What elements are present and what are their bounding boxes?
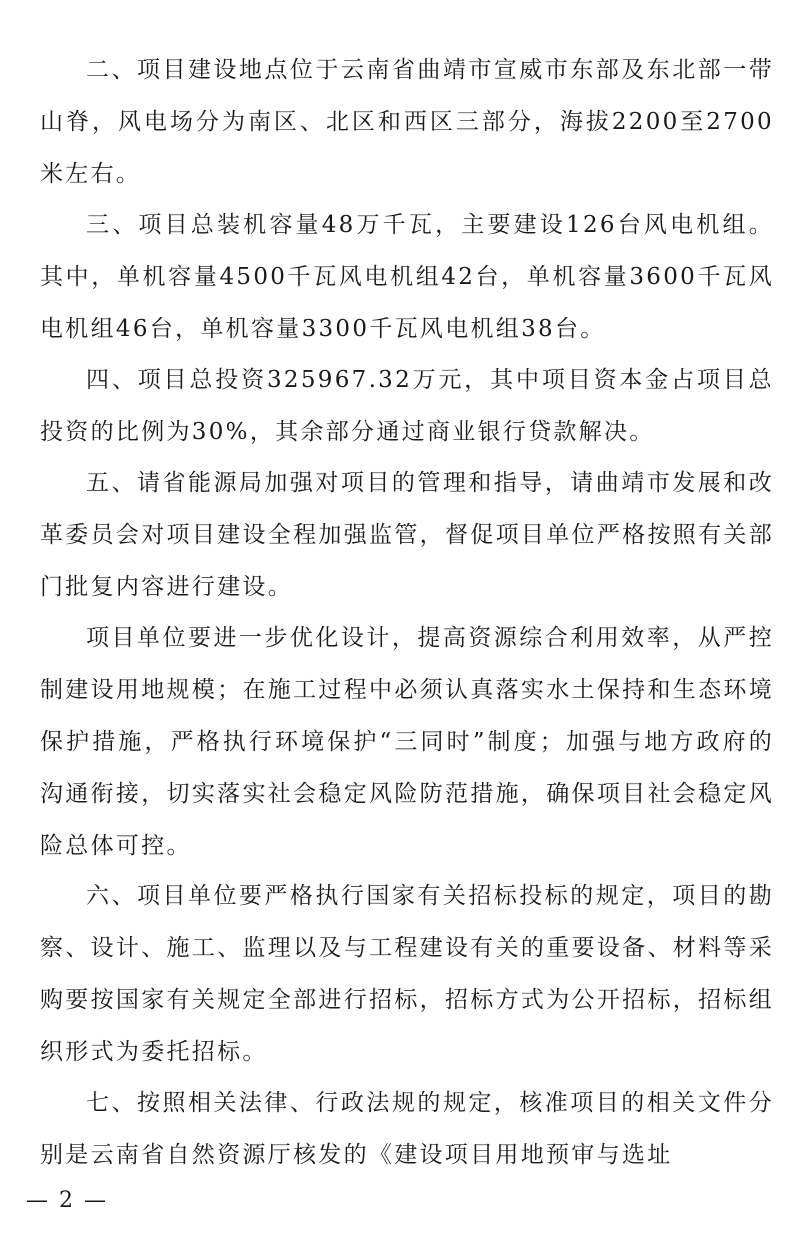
paragraph-design-optimization: 项目单位要进一步优化设计，提高资源综合利用效率，从严控制建设用地规模；在施工过程中必须认真落实水土保持和生态环境保护措施，严格执行环境保护“三同时”制度；加强与地方政府的沟通衔接，切实落实社会稳定风险防范措施，确保项目社会稳定风险总体可控。 xyxy=(40,625,774,859)
paragraph-project-location: 二、项目建设地点位于云南省曲靖市宣威市东部及东北部一带山脊，风电场分为南区、北区和西区三部分，海拔2200至2700米左右。 xyxy=(40,57,774,187)
paragraph-supervision: 五、请省能源局加强对项目的管理和指导，请曲靖市发展和改革委员会对项目建设全程加强监管，督促项目单位严格按照有关部门批复内容进行建设。 xyxy=(40,470,774,600)
page-number: — 2 — xyxy=(26,1188,108,1213)
paragraph-installed-capacity: 三、项目总装机容量48万千瓦，主要建设126台风电机组。其中，单机容量4500千瓦风电机组42台，单机容量3600千瓦风电机组46台，单机容量3300千瓦风电机组38台。 xyxy=(40,212,774,342)
paragraph-approval-documents: 七、按照相关法律、行政法规的规定，核准项目的相关文件分别是云南省自然资源厅核发的《建设项目用地预审与选址 xyxy=(40,1090,774,1168)
paragraph-total-investment: 四、项目总投资325967.32万元，其中项目资本金占项目总投资的比例为30%，其余部分通过商业银行贷款解决。 xyxy=(40,367,774,445)
paragraph-bidding: 六、项目单位要严格执行国家有关招标投标的规定，项目的勘察、设计、施工、监理以及与工程建设有关的重要设备、材料等采购要按国家有关规定全部进行招标，招标方式为公开招标，招标组织形式为委托招标。 xyxy=(40,883,774,1065)
